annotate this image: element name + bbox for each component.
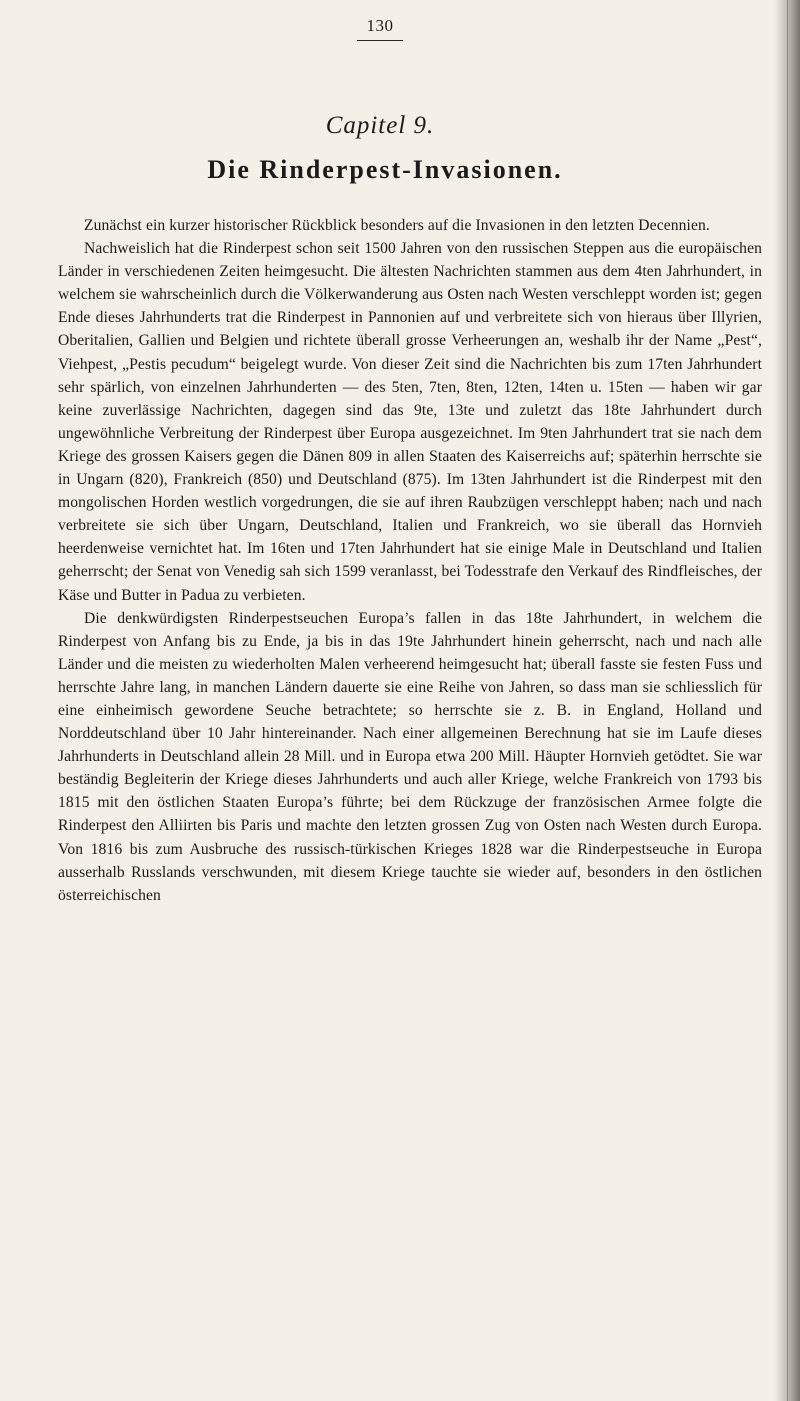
- paragraph: Nachweislich hat die Rinderpest schon seit 1500 Jahren von den russischen Steppen aus die europäischen Länder in verschiedenen Zeiten heimgesucht. Die ältesten Nachrichten stammen aus dem 4ten Jahrhundert, in welchem sie wahrscheinlich durch die Völkerwanderung aus Osten nach Westen verschleppt worden ist; gegen Ende dieses Jahrhunderts trat die Rinderpest in Pannonien auf und verbreitete sich von hieraus über Illyrien, Oberitalien, Gallien und Belgien und richtete überall grosse Verheerungen an, weshalb ihr der Name „Pest“, Viehpest, „Pestis pecudum“ beigelegt wurde. Von dieser Zeit sind die Nachrichten bis zum 17ten Jahrhundert sehr spärlich, von einzelnen Jahrhunderten — des 5ten, 7ten, 8ten, 12ten, 14ten u. 15ten — haben wir gar keine zuverlässige Nachrichten, dagegen sind das 9te, 13te und zuletzt das 18te Jahrhundert durch ungewöhnliche Verbreitung der Rinderpest über Europa ausgezeichnet. Im 9ten Jahrhundert trat sie nach dem Kriege des grossen Kaisers gegen die Dänen 809 in allen Staaten des Kaiserreichs auf; späterhin herrschte sie in Ungarn (820), Frankreich (850) und Deutschland (875). Im 13ten Jahrhundert ist die Rinderpest mit den mongolischen Horden westlich vorgedrungen, die sie auf ihren Raubzügen verschleppt haben; nach und nach verbreitete sie sich über Ungarn, Deutschland, Italien und Frankreich, wo sie überall das Hornvieh heerdenweise vernichtet hat. Im 16ten und 17ten Jahrhundert hat sie einige Male in Deutschland und Italien geherrscht; der Senat von Venedig sah sich 1599 veranlasst, bei Todesstrafe den Verkauf des Rindfleisches, der Käse und Butter in Padua zu verbieten.: [58, 240, 762, 604]
- section-title: Die Rinderpest-Invasionen.: [207, 155, 563, 184]
- paragraph: Die denkwürdigsten Rinderpestseuchen Europa’s fallen in das 18te Jahrhundert, in welchem die Rinderpest von Anfang bis zu Ende, ja bis in das 19te Jahrhundert hinein geherrscht, nach und nach alle Länder und die meisten zu wiederholten Malen verheerend heimgesucht hat; überall fasste sie festen Fuss und herrschte Jahre lang, in manchen Ländern dauerte sie eine Reihe von Jahren, so dass man sie schliesslich für eine einheimisch gewordene Seuche betrachtete; so herrschte sie z. B. in England, Holland und Norddeutschland über 10 Jahr hintereinander. Nach einer allgemeinen Berechnung hat sie im Laufe dieses Jahrhunderts in Deutschland allein 28 Mill. und in Europa etwa 200 Mill. Häupter Hornvieh getödtet. Sie war beständig Begleiterin der Kriege dieses Jahrhunderts und auch aller Kriege, welche Frankreich von 1793 bis 1815 mit den östlichen Staaten Europa’s führte; bei dem Rückzuge der französischen Armee folgte die Rinderpest den Alliirten bis Paris und machte den letzten grossen Zug von Osten nach Westen durch Europa. Von 1816 bis zum Ausbruche des russisch-türkischen Krieges 1828 war die Rinderpestseuche in Europa ausserhalb Russlands verschwunden, mit diesem Kriege tauchte sie wieder auf, besonders in den östlichen österreichischen: [58, 609, 762, 904]
- body-text: [58, 214, 762, 907]
- chapter-heading: Capitel 9.: [325, 112, 435, 139]
- page-number-underline: [357, 40, 403, 41]
- page-number: 130: [366, 16, 394, 35]
- paragraph: Zunächst ein kurzer historischer Rückblick besonders auf die Invasionen in den letzten Decennien.: [84, 217, 710, 234]
- page-edge-line: [787, 0, 788, 1401]
